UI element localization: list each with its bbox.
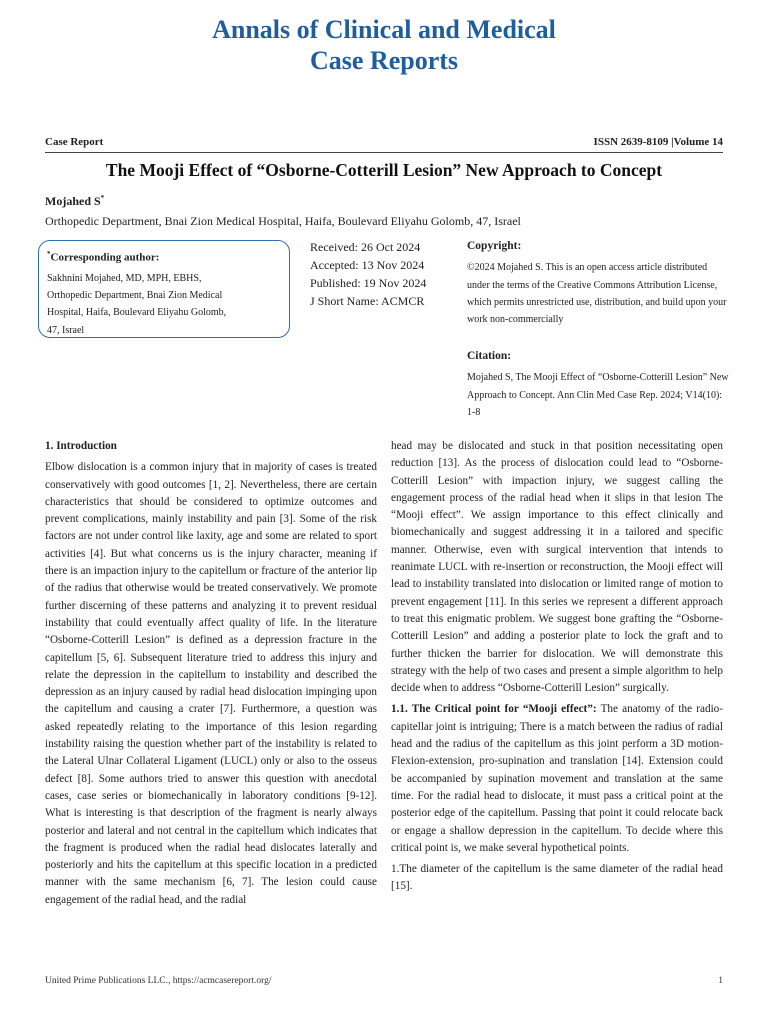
introduction-continuation: head may be dislocated and stuck in that position necessitating open reduction [13]. As the process of dislocation could lead to “Osborne-Cotterill Lesion” with impaction injury, we suggest calling the engagement process of the radial head when it slips in that lesion The “Mooji effect”. We assign importance to this effect clinically and biomechanically and suggest addressing it in a tailored and specific manner. Otherwise, even with surgical intervention that intends to reanimate LUCL with re-insertion or reconstruction, the Mooji effect will lead to instability translated into dislocation or limited range of motion to prevent engagement [11]. In this series we represent a different approach to treat this enigmatic problem. We suggest bone grafting the “Osborne-Cotterill Lesion” and adding a posterior plate to lock the graft and to further thicken the barrier for dislocation. We will demonstrate this strategy with the help of two cases and present a simple algorithm to help decide when to address “Osborne-Cotterill Lesion” surgically. (391, 440, 723, 695)
journal-title-line2: Case Reports (309, 46, 459, 75)
corresponding-line: Orthopedic Department, Bnai Zion Medical (47, 289, 223, 301)
citation-block (467, 348, 729, 421)
corresponding-line: Sakhnini Mojahed, MD, MPH, EBHS, (47, 272, 202, 284)
page-footer (45, 976, 723, 986)
page-number: 1 (718, 976, 723, 986)
journal-title (0, 14, 768, 76)
corresponding-heading: *Corresponding author: (47, 250, 160, 264)
journal-title-line1: Annals of Clinical and Medical (212, 15, 556, 44)
corresponding-mark: * (47, 250, 51, 258)
left-column (45, 438, 377, 913)
section-1-1-heading: 1.1. The Critical point for “Mooji effect”: (391, 703, 597, 716)
header-bar (45, 136, 723, 152)
copyright-heading: Copyright: (467, 240, 522, 252)
author-name: Mojahed S (45, 194, 101, 208)
corresponding-line: 47, Israel (47, 324, 85, 336)
publisher-line: United Prime Publications LLC., https://acmcasereport.org/ (45, 976, 272, 986)
corresponding-details (47, 270, 281, 339)
author-mark: * (100, 194, 105, 202)
author (45, 194, 104, 209)
affiliation: Orthopedic Department, Bnai Zion Medical Hospital, Haifa, Boulevard Eliyahu Golomb, 47, Israel (45, 214, 521, 228)
numbered-item: 1.The diameter of the capitellum is the same diameter of the radial head [15]. (391, 863, 723, 893)
citation-heading: Citation: (467, 350, 512, 362)
citation-text: Mojahed S, The Mooji Effect of “Osborne-Cotterill Lesion” New Approach to Concept. Ann Clin Med Case Rep. 2024; V14(10): 1-8 (467, 372, 729, 418)
section-1-1 (391, 701, 723, 857)
journal-short-name: J Short Name: ACMCR (310, 294, 425, 308)
article-title: The Mooji Effect of “Osborne-Cotterill Lesion” New Approach to Concept (105, 160, 663, 180)
published-date: Published: 19 Nov 2024 (310, 276, 427, 290)
corresponding-line: Hospital, Haifa, Boulevard Eliyahu Golomb, (47, 307, 227, 319)
issn-volume: ISSN 2639-8109 |Volume 14 (593, 136, 723, 148)
introduction-paragraph: Elbow dislocation is a common injury that in majority of cases is treated conservatively with good outcomes [1, 2]. Nevertheless, there are certain characteristics that should be considered to optimize outcomes and prevent complications, mainly instability and pain [3]. Some of the risk factors are not under control like laxity, age and some are related to sport activities [4]. But what concerns us is the injury character, meaning if there is an impaction injury to the capitellum or fracture of the anterior lip of the radius that otherwise would be treated conservatively. We promote further discerning of these patterns and analyzing it to prevent residual instability that could eventually affect quality of life. In the literature “Osborne-Cotterill Lesion” is defined as a depression fracture in the capitellum [5, 6]. Subsequent literature tried to address this injury and relate the depression in the capitellum to instability and described the depression as an injury caused by radial head dislocation impinging upon the capitellum and causing a crater [7]. Furthermore, a question was asked repeatedly relating to the importance of this lesion regarding instability raising the question whether part of the instability is related to the Lateral Ulnar Collateral Ligament (LUCL) only or also to the osseus defect [8]. Some authors tried to answer this question with anecdotal cases, case series or biomechanically in laboratory conditions [9-12]. What is interesting is that description of the fragment is nearly always posterior and lateral and not central in the capitellum which indicates that the fragment is produced when the radial head dislocates laterally and posteriorly and hits the capitellum at this specific location in a predicted manner with the same mechanism [6, 7]. The lesion could cause engagement of the radial head, and the radial (45, 461, 377, 906)
header-divider (45, 152, 723, 153)
right-column (391, 438, 723, 900)
section-1-1-text: The anatomy of the radio-capitellar joint is intriguing; There is a match between the radius of radial head and the radius of the capitellum as this joint perform a 3D motion- Flexion-extension, pro-supination and translation [14]. Extension could be accompanied by supination movement and translation at the same time. For the radial head to dislocate, it must pass a critical point at the posterior edge of the capitellum. Passing that point it could relocate back or engage a shallow depression in the capitellum. To decide where this critical point is, we make several hypothetical points. (391, 703, 723, 854)
section-heading-introduction: 1. Introduction (45, 440, 117, 452)
article-dates (310, 238, 426, 310)
copyright-text: ©2024 Mojahed S. This is an open access article distributed under the terms of the Creative Commons Attribution License, which permits unrestricted use, distribution, and build upon your work non-commercially (467, 262, 727, 326)
accepted-date: Accepted: 13 Nov 2024 (310, 258, 425, 272)
corresponding-author-box (38, 240, 290, 338)
copyright-block (467, 238, 729, 328)
article-type: Case Report (45, 136, 104, 148)
received-date: Received: 26 Oct 2024 (310, 240, 421, 254)
